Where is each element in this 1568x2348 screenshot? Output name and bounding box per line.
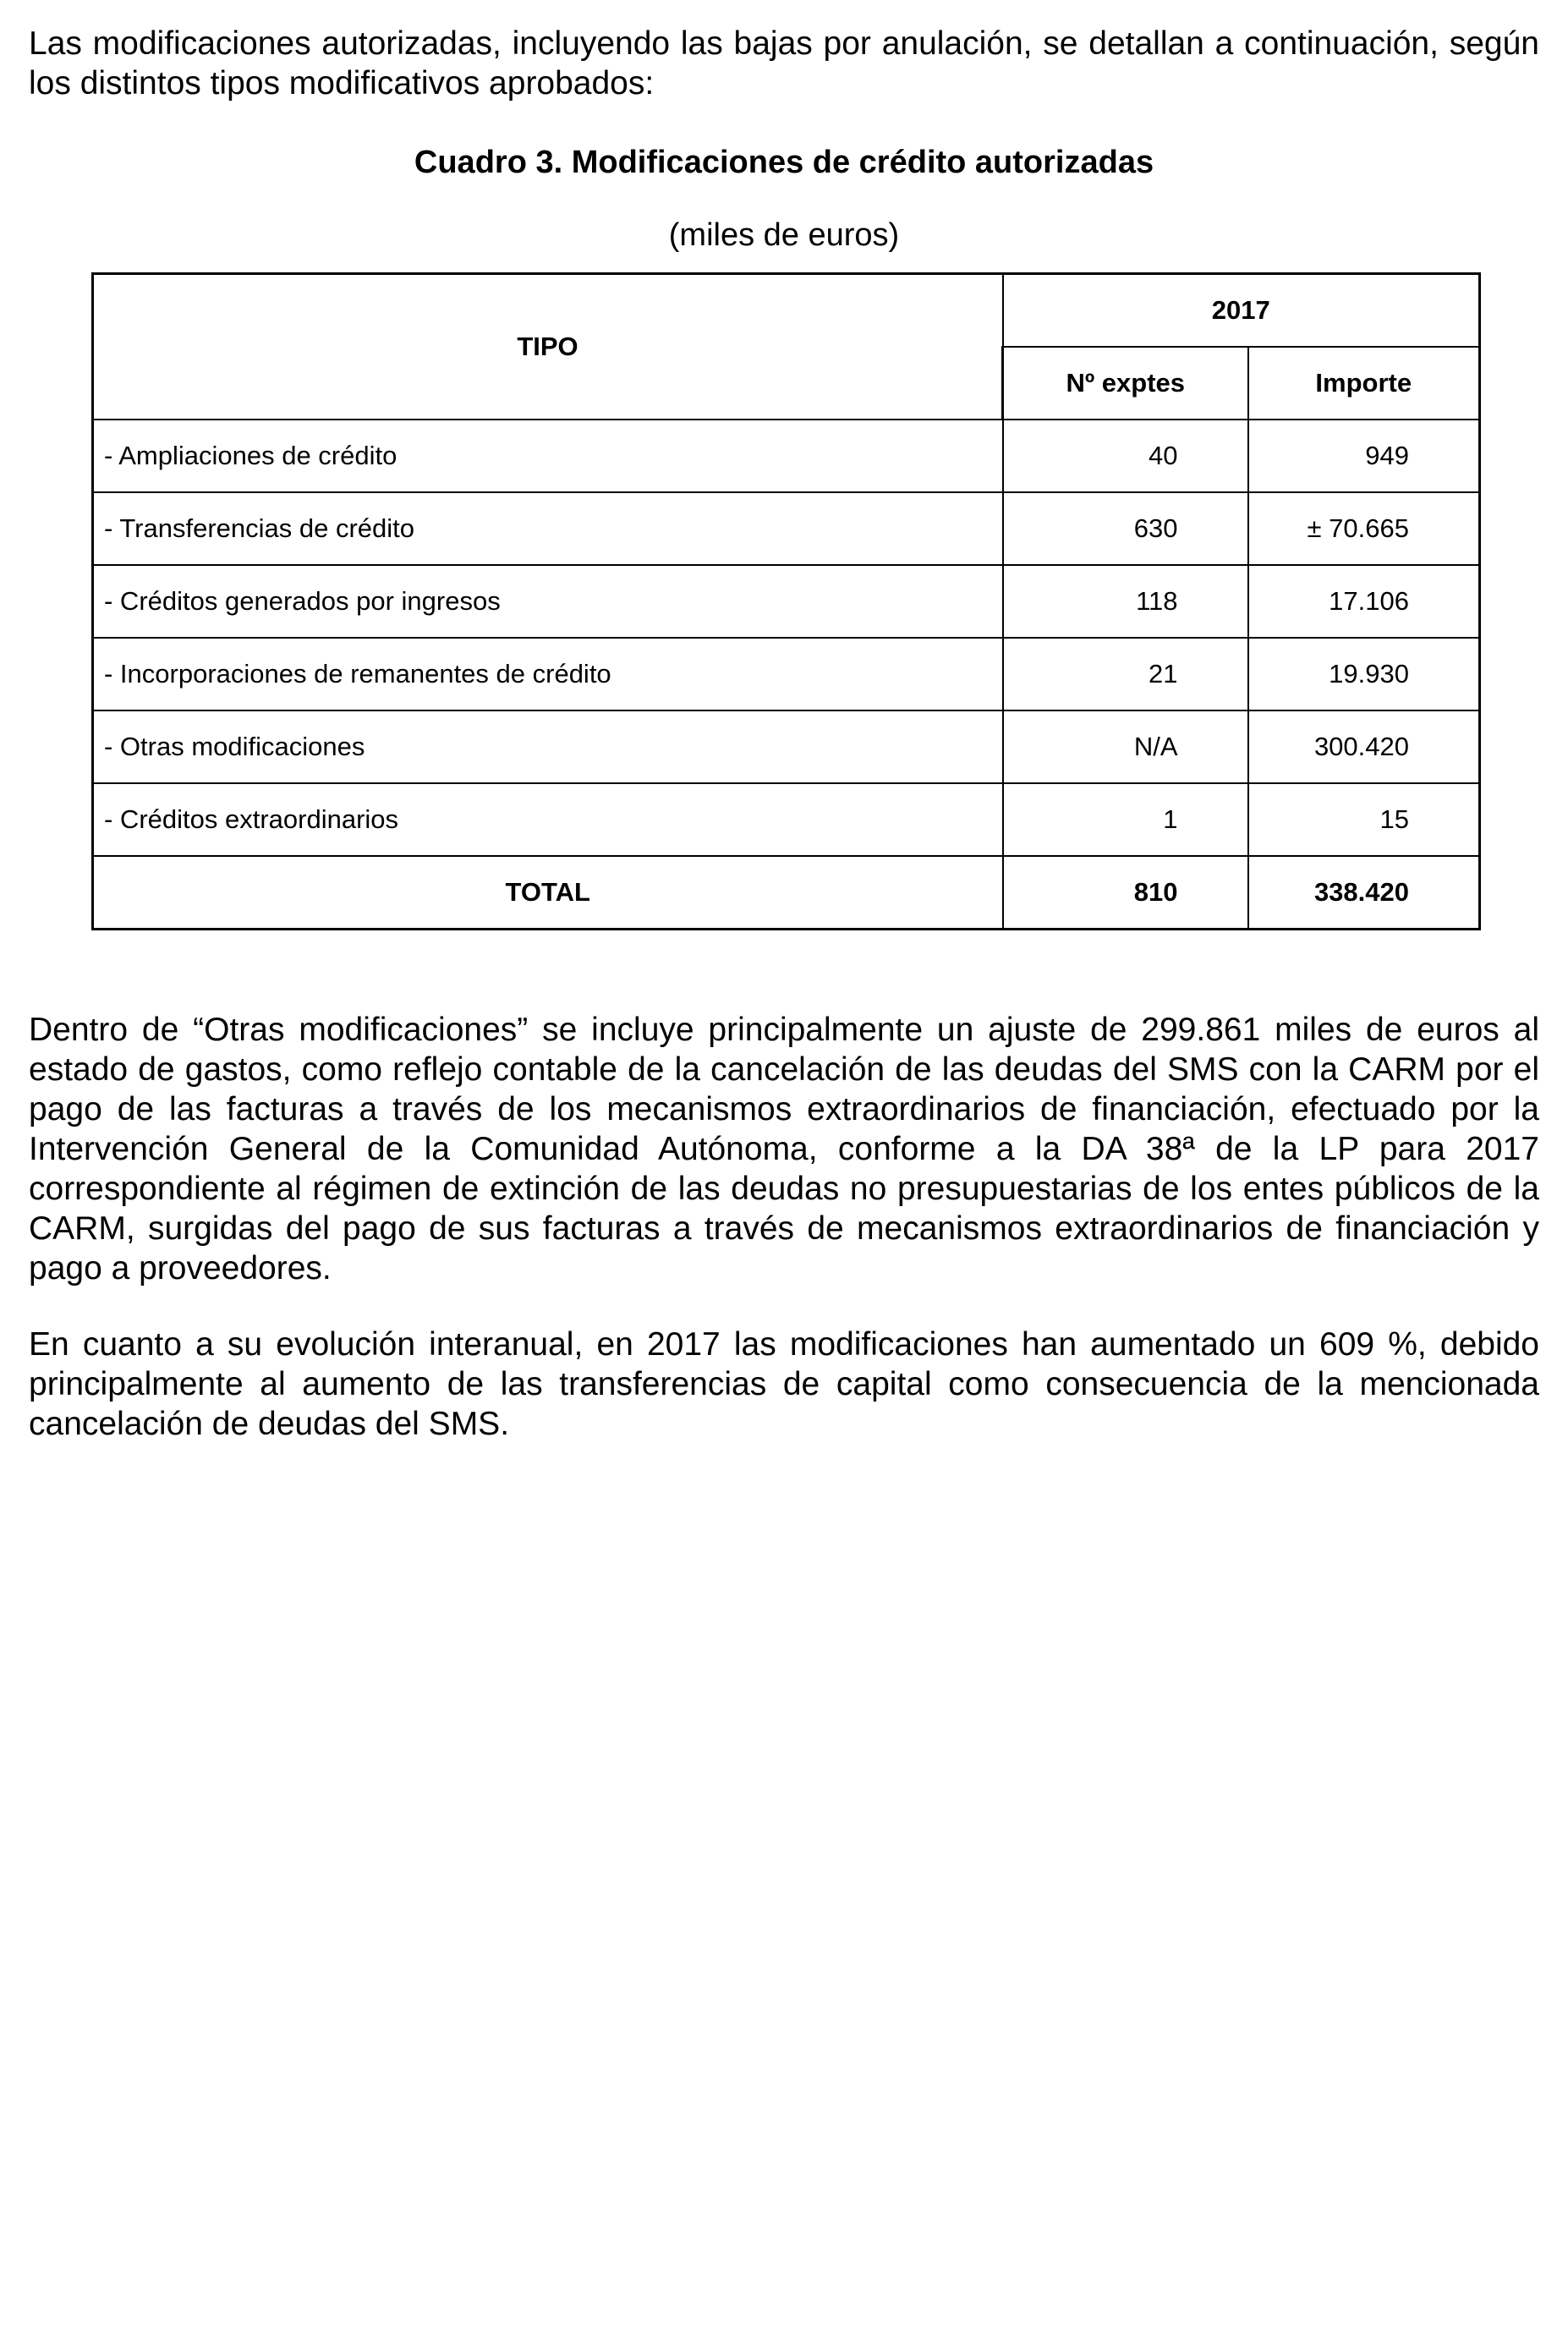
row-importe: 19.930 [1248,638,1480,710]
header-importe: Importe [1248,347,1480,420]
table-row [93,638,1480,710]
table-row [93,420,1480,492]
header-year: 2017 [1003,274,1480,348]
row-num: 21 [1003,638,1248,710]
otras-modificaciones-paragraph: Dentro de “Otras modificaciones” se incluye principalmente un ajuste de 299.861 miles de euros al estado de gastos, como reflejo contable de la cancelación de las deudas del SMS con la CARM por el pago de las facturas a través de los mecanismos extraordinarios de financiación, efectuado por la Intervención General de la Comunidad Autónoma, conforme a la DA 38ª de la LP para 2017 correspondiente al régimen de extinción de las deudas no presupuestarias de los entes públicos de la CARM, surgidas del pago de sus facturas a través de mecanismos extraordinarios de financiación y pago a proveedores. [29,1012,1539,1286]
total-importe: 338.420 [1248,856,1480,930]
table-row [93,565,1480,638]
table-title: Cuadro 3. Modificaciones de crédito autorizadas [414,145,1154,180]
row-num: 630 [1003,492,1248,565]
row-tipo: - Otras modificaciones [93,710,1003,783]
row-tipo: - Incorporaciones de remanentes de crédito [93,638,1003,710]
row-tipo: - Ampliaciones de crédito [93,420,1003,492]
table-row [93,783,1480,856]
table-units: (miles de euros) [668,217,900,253]
total-label: TOTAL [93,856,1003,930]
row-importe: 17.106 [1248,565,1480,638]
table-total-row [93,856,1480,930]
row-importe: 15 [1248,783,1480,856]
row-tipo: - Transferencias de crédito [93,492,1003,565]
header-tipo: TIPO [93,274,1003,420]
row-num: 40 [1003,420,1248,492]
row-tipo: - Créditos extraordinarios [93,783,1003,856]
row-importe: ± 70.665 [1248,492,1480,565]
row-importe: 949 [1248,420,1480,492]
table-row [93,492,1480,565]
modifications-table [91,272,1481,930]
table-row [93,710,1480,783]
row-num: 1 [1003,783,1248,856]
row-tipo: - Créditos generados por ingresos [93,565,1003,638]
intro-paragraph: Las modificaciones autorizadas, incluyendo las bajas por anulación, se detallan a continuación, según los distintos tipos modificativos aprobados: [29,25,1539,101]
evolucion-paragraph: En cuanto a su evolución interanual, en 2017 las modificaciones han aumentado un 609 %, debido principalmente al aumento de las transferencias de capital como consecuencia de la mencionada cancelación de deudas del SMS. [29,1326,1539,1442]
row-num: 118 [1003,565,1248,638]
total-num: 810 [1003,856,1248,930]
header-num-exptes: Nº exptes [1003,347,1248,420]
row-importe: 300.420 [1248,710,1480,783]
row-num: N/A [1003,710,1248,783]
table-header-row [93,274,1480,348]
